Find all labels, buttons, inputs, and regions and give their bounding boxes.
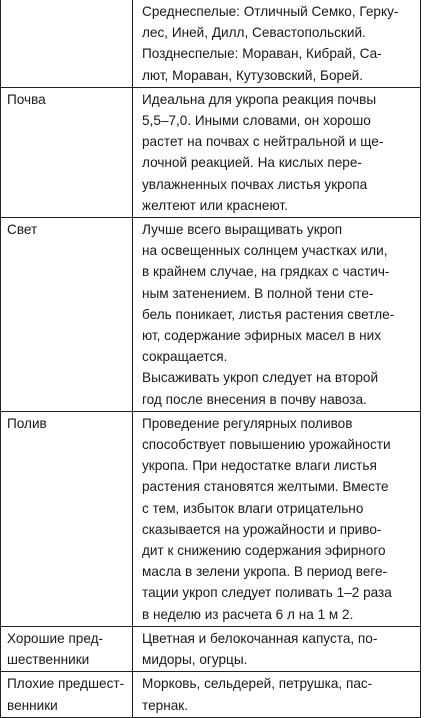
row-text-cell xyxy=(133,87,421,217)
text-line: лют, Мораван, Кутузовский, Борей. xyxy=(142,67,364,83)
text-line: в неделю из расчета 6 л на 1 м 2. xyxy=(142,606,354,622)
text-line: лес, Иней, Дилл, Севастопольский. xyxy=(142,25,366,41)
row-label: Почва xyxy=(7,91,46,107)
table-row-light xyxy=(1,218,421,412)
text-line: способствует повышению урожайности xyxy=(142,437,391,453)
text-line: тации укроп следует поливать 1–2 раза xyxy=(142,585,392,601)
table-row-bad-predecessors xyxy=(1,672,421,717)
row-label: Плохие предшест- xyxy=(7,676,125,692)
row-label-cell xyxy=(1,626,133,671)
text-line: Цветная и белокочанная капуста, по- xyxy=(142,630,378,646)
row-label: Свет xyxy=(7,222,38,238)
text-line: лочной реакцией. На кислых пере- xyxy=(142,155,362,171)
row-label-cell xyxy=(1,411,133,626)
table-row-watering xyxy=(1,411,421,626)
table-row-good-predecessors xyxy=(1,626,421,671)
row-label-cell xyxy=(1,672,133,717)
text-line: укропа. При недостатке влаги листья xyxy=(142,458,377,474)
text-line: тернак. xyxy=(142,697,188,713)
text-line: увлажненных почвах листья укропа xyxy=(142,176,368,192)
text-line: на освещенных солнцем участках или, xyxy=(142,243,388,259)
text-line: ным затенением. В полной тени сте- xyxy=(142,285,374,301)
table-row-soil xyxy=(1,87,421,217)
row-text-cell xyxy=(133,0,421,87)
text-line: растения становятся желтыми. Вместе xyxy=(142,479,389,495)
text-line: ют, содержание эфирных масел в них xyxy=(142,328,382,344)
text-line: сокращается. xyxy=(142,349,228,365)
row-text-cell xyxy=(133,218,421,412)
row-text-cell xyxy=(133,672,421,717)
row-label: Хорошие пред- xyxy=(7,630,104,646)
text-line: в крайнем случае, на грядках с частич- xyxy=(142,264,390,280)
row-label-cell xyxy=(1,87,133,217)
text-line: год после внесения в почву навоза. xyxy=(142,391,367,407)
text-line: Проведение регулярных поливов xyxy=(142,415,353,431)
text-line: Высаживать укроп следует на второй xyxy=(142,370,379,386)
row-label: шественники xyxy=(7,652,90,668)
text-line: 5,5–7,0. Иными словами, он хорошо xyxy=(142,113,371,129)
text-line: желтеют или краснеют. xyxy=(142,197,288,213)
text-line: Среднеспелые: Отличный Семко, Герку- xyxy=(142,4,399,19)
row-label-cell xyxy=(1,0,133,87)
text-line: сказывается на урожайности и приво- xyxy=(142,521,382,537)
text-line: масла в зелени укропа. В период веге- xyxy=(142,564,388,580)
text-line: Позднеспелые: Мораван, Кибрай, Са- xyxy=(142,46,382,62)
text-line: Лучше всего выращивать укроп xyxy=(142,222,343,238)
text-line: дит к снижению содержания эфирного xyxy=(142,543,386,559)
text-line: Морковь, сельдерей, петрушка, пас- xyxy=(142,676,373,692)
row-text-cell xyxy=(133,626,421,671)
row-label: венники xyxy=(7,697,58,713)
table-row-varieties xyxy=(1,0,421,87)
text-line: мидоры, огурцы. xyxy=(142,652,248,668)
text-line: растет на почвах с нейтральной и ще- xyxy=(142,134,384,150)
text-line: с тем, избыток влаги отрицательно xyxy=(142,500,364,516)
text-line: бель поникает, листья растения светле- xyxy=(142,306,395,322)
row-label: Полив xyxy=(7,415,47,431)
row-text-cell xyxy=(133,411,421,626)
text-line: Идеальна для укропа реакция почвы xyxy=(142,91,377,107)
row-label-cell xyxy=(1,218,133,412)
